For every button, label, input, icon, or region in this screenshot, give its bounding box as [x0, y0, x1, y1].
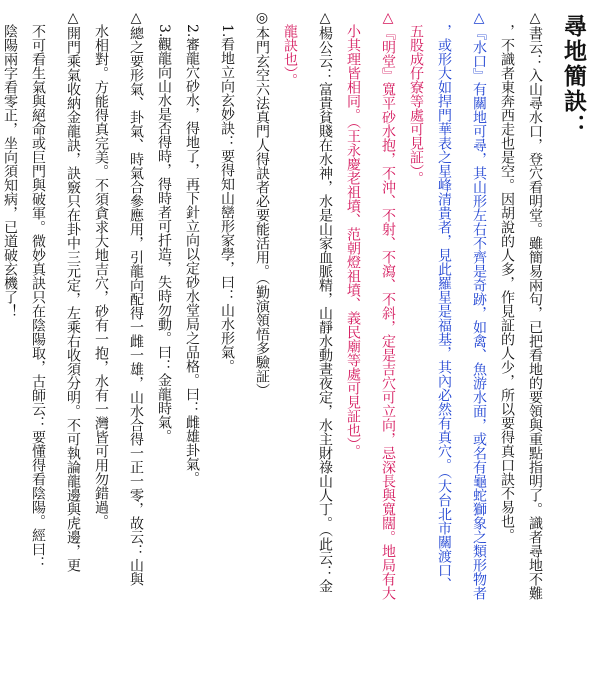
paragraph-text: 小其理皆相同。（王永慶老祖墳、范朝燈祖墳、義民廟等處可見証也）。: [345, 24, 361, 458]
triangle-marker-icon: △: [65, 10, 81, 26]
triangle-marker-icon: △: [471, 10, 487, 26]
paragraph-line: [64, 10, 81, 700]
circle-marker-icon: ◎: [254, 10, 270, 26]
item-number: 2.: [184, 24, 200, 38]
numbered-item: [183, 10, 200, 700]
page-title: 尋地簡訣：: [560, 14, 587, 139]
item-number: 1.: [219, 24, 235, 38]
paragraph-text: 『明堂』寬平砂水抱，不沖、不射、不瀉、不斜，定是吉穴可立向，忌深長與寬闊。地局有大: [380, 26, 396, 600]
paragraph-text: 水相對。方能得真完美。不須貪求大地吉穴，砂有一抱，水有一灣皆可用勿錯過。: [93, 24, 109, 528]
paragraph-text: 開門乘氣收納金龍訣，訣竅只在卦中三元定，左乘右收須分明。不可執論龍邊與虎邊，更: [65, 26, 81, 572]
paragraph-text: 楊公云：富貴貧賤在水神，水是山家血脈精，山靜水動晝夜定，水主財祿山人丁。（此云：金: [317, 26, 333, 593]
paragraph-text: ，或形大如捍門華表之星峰清貴者，見此羅星是福基，其內必然有真穴。（大台北市關渡口、: [436, 24, 452, 591]
paragraph-line: [281, 10, 298, 700]
triangle-marker-icon: △: [128, 10, 144, 26]
triangle-marker-icon: △: [380, 10, 396, 26]
paragraph-text: 陰陽兩字看零正，坐向須知病，已道破玄機了！: [2, 24, 18, 318]
paragraph-text: 本門玄空六法真門人得訣者必要能活用。（勤演領悟多驗証）: [254, 26, 270, 397]
triangle-marker-icon: △: [317, 10, 333, 26]
item-number: 3.: [156, 24, 172, 38]
paragraph-text: 不可看生氣與絕命或巨門與破軍。微妙真訣只在陰陽取，古師云：要懂得看陰陽。經曰：: [30, 24, 46, 570]
paragraph-line: [344, 10, 361, 700]
paragraph-text: 總之要形氣、卦氣、時氣合參應用，引龍向配得一雌一雄，山水合得一正一零，故云：山與: [128, 26, 144, 586]
paragraph-line: [435, 10, 452, 700]
numbered-item: [155, 10, 172, 700]
paragraph-line: [253, 10, 270, 700]
paragraph-text: 五股成仔寮等處可見証）。: [408, 24, 424, 185]
paragraph-line: [316, 10, 333, 700]
paragraph-line: [526, 10, 543, 700]
paragraph-text: 龍訣也）。: [282, 24, 298, 87]
paragraph-line: [127, 10, 144, 700]
paragraph-line: [498, 10, 515, 700]
paragraph-line: [379, 10, 396, 700]
paragraph-line: [92, 10, 109, 700]
paragraph-text: 看地立向玄妙訣：要得知山巒形家學，曰：山水形氣。: [219, 37, 235, 374]
numbered-item: [218, 10, 235, 700]
paragraph-line: [1, 10, 18, 700]
paragraph-text: 審龍穴砂水，得地了，再下針立向以定砂水堂局之品格。曰：雌雄卦氣。: [184, 37, 200, 486]
triangle-marker-icon: △: [527, 10, 543, 26]
paragraph-line: [407, 10, 424, 700]
paragraph-text: 『水口』有關地可尋，其山形左右不齊是奇跡，如禽、魚游水面，或名有龜蛇獅象之類形物者: [471, 26, 487, 600]
paragraph-text: ，不識者東奔西走也是空。因胡說的人多，作見証的人少，所以要得真口訣不易也。: [499, 24, 515, 542]
paragraph-text: 書云：入山尋水口，登穴看明堂。雖簡易兩句，已把看地的要領與重點指明了。識者尋地不難: [527, 26, 543, 600]
paragraph-text: 觀龍向山水是否得時，得時者可扦造，失時勿動。曰：金龍時氣。: [156, 37, 172, 444]
paragraph-line: [29, 10, 46, 700]
paragraph-line: [470, 10, 487, 700]
